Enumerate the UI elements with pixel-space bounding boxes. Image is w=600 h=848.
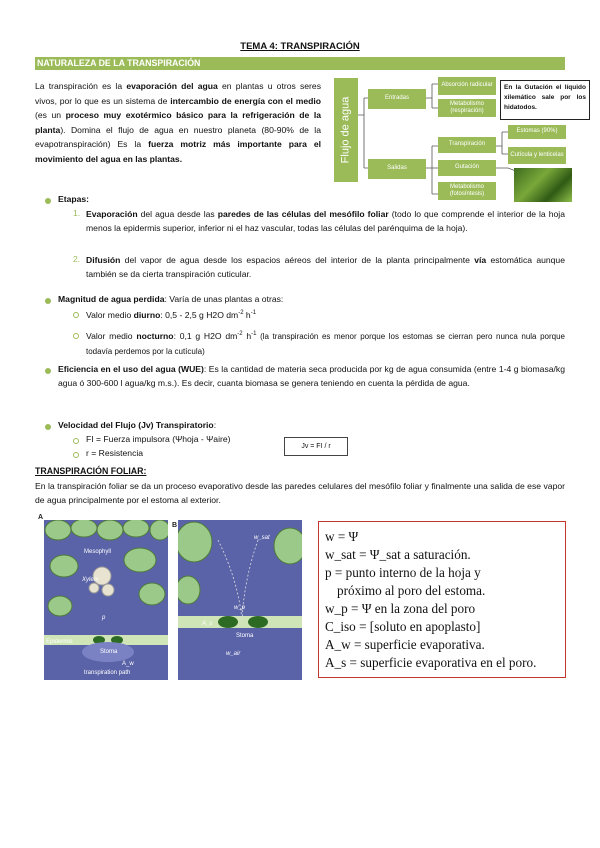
magnitud-diurno: Valor medio diurno: 0,5 - 2,5 g H2O $dm^{-2}$ $h^{-1}$ — [86, 309, 257, 320]
wue-paragraph: Eficiencia en el uso del agua (WUE): Es la cantidad de materia seca producida por kg de agua consumida (entre 1-4 g biomasa/kg agua ó 300-600 l agua/kg m.s.). Es decir, cuanta biomasa se genera teniendo en cuenta la pérdida de agua. — [58, 364, 565, 388]
diagram-metabolismo-fotosintesis: Metabolismo (fotosíntesis) — [438, 182, 496, 200]
equation-line: A_w = superficie evaporativa. — [325, 637, 485, 652]
bullet-icon — [45, 198, 51, 204]
diagram-metabolismo-respiracion: Metabolismo (respiración) — [438, 99, 496, 117]
transpiration-path-label: transpiration path — [84, 670, 131, 676]
section-heading-naturaleza: NATURALEZA DE LA TRANSPIRACIÓN — [35, 57, 565, 70]
magnitud-heading: Magnitud de agua perdida: Varía de unas plantas a otras: — [58, 294, 284, 304]
sub-bullet-icon — [73, 312, 79, 318]
foliar-paragraph: En la transpiración foliar se da un proceso evaporativo desde las paredes celulares del mesófilo foliar y finalmente una salida de ese vapor de agua principalmente por el estoma al exterior. — [35, 481, 565, 505]
etapa-1-number: 1. — [73, 208, 81, 218]
diagram-salidas: Salidas — [368, 159, 426, 179]
figure-b-stoma-detail — [178, 520, 302, 680]
etapa-2-number: 2. — [73, 254, 81, 264]
intro-paragraph: La transpiración es la evaporación del agua en plantas u otros seres vivos, por lo que es un sistema de intercambio de energía con el medio (es un proceso muy exotérmico básico para la refrigeración de la planta). Domina el flujo de agua en nuestro planeta (80-90% de la evapotranspiración) Es la fuerza motriz más importante para el movimiento del agua en las plantas. — [35, 81, 321, 164]
equation-line: p = punto interno de la hoja y — [325, 565, 481, 580]
bullet-icon — [45, 298, 51, 304]
diagram-absorcion: Absorción radicular — [438, 77, 496, 95]
equation-line: C_iso = [soluto en apoplasto] — [325, 619, 481, 634]
diagram-gutacion: Gutación — [438, 160, 496, 176]
bullet-icon — [45, 424, 51, 430]
page-title: TEMA 4: TRANSPIRACIÓN — [240, 41, 360, 52]
diagram-entradas: Entradas — [368, 89, 426, 109]
stoma-label-b: Stoma — [236, 633, 254, 639]
equation-line: w_p = Ψ en la zona del poro — [325, 601, 476, 616]
equation-line: A_s = superficie evaporativa en el poro. — [325, 655, 537, 670]
equations-box — [318, 521, 566, 678]
sub-bullet-icon — [73, 333, 79, 339]
etapas-label: Etapas: — [58, 194, 90, 204]
velocidad-heading: Velocidad del Flujo (Jv) Transpiratorio: — [58, 420, 217, 430]
gutacion-note: En la Gutación el líquido xilemático sale por los hidatodos. — [500, 80, 590, 120]
etapa-2-text: Difusión del vapor de agua desde los espacios aéreos del interior de la planta principalmente vía estomática aunque también se da cierta transpiración cuticular. — [86, 255, 565, 279]
as-label: A_s — [202, 621, 213, 627]
jv-formula-box: Jv = FI / r — [284, 437, 348, 456]
wsat-label: w_sat — [254, 535, 270, 541]
mesophyll-label: Mesophyll — [84, 549, 112, 555]
velocidad-r: r = Resistencia — [86, 448, 144, 458]
p-label: p — [102, 615, 106, 621]
figure-a-leaf-cross-section — [44, 520, 168, 680]
sub-bullet-icon — [73, 452, 79, 458]
section-heading-foliar: TRANSPIRACIÓN FOLIAR: — [35, 466, 147, 476]
epidermis-label: Epidermis — [46, 639, 73, 645]
wp-label: w_p — [234, 605, 246, 611]
stoma-label: Stoma — [100, 649, 118, 655]
wair-label: w_air — [226, 651, 241, 657]
magnitud-nocturno: Valor medio nocturno: 0,1 g H2O $dm^{-2}$ $h^{-1}$ (la transpiración es menor porque los estomas se cierran pero nunca nula porque todavía perdemos por la cutícula) — [86, 330, 565, 356]
equation-line: w_sat = Ψ_sat a saturación. — [325, 547, 471, 562]
velocidad-fi: FI = Fuerza impulsora (Ψhoja - Ψaire) — [86, 434, 231, 444]
aw-label: A_w — [122, 661, 134, 667]
xylem-label: Xylem — [82, 577, 99, 583]
equation-line: próximo al poro del estoma. — [337, 583, 486, 598]
flujo-de-agua-label: Flujo de agua — [334, 78, 358, 182]
sub-bullet-icon — [73, 438, 79, 444]
equation-line: w = Ψ — [325, 529, 359, 544]
diagram-estomas: Estomas (90%) — [508, 125, 566, 139]
figure-b-label: B — [172, 522, 178, 529]
etapa-1-text: Evaporación del agua desde las paredes de las células del mesófilo foliar (todo lo que comprende el interior de la hoja menos la epidermis superior, inferior ni el haz vascular, todas las células del parénquima de la hoja). — [86, 209, 565, 233]
bullet-icon — [45, 368, 51, 374]
leaf-image — [514, 168, 572, 202]
diagram-cuticula: Cutícula y lenticelas — [508, 147, 566, 164]
figure-a-label: A — [38, 514, 44, 521]
diagram-transpiracion: Transpiración — [438, 137, 496, 153]
